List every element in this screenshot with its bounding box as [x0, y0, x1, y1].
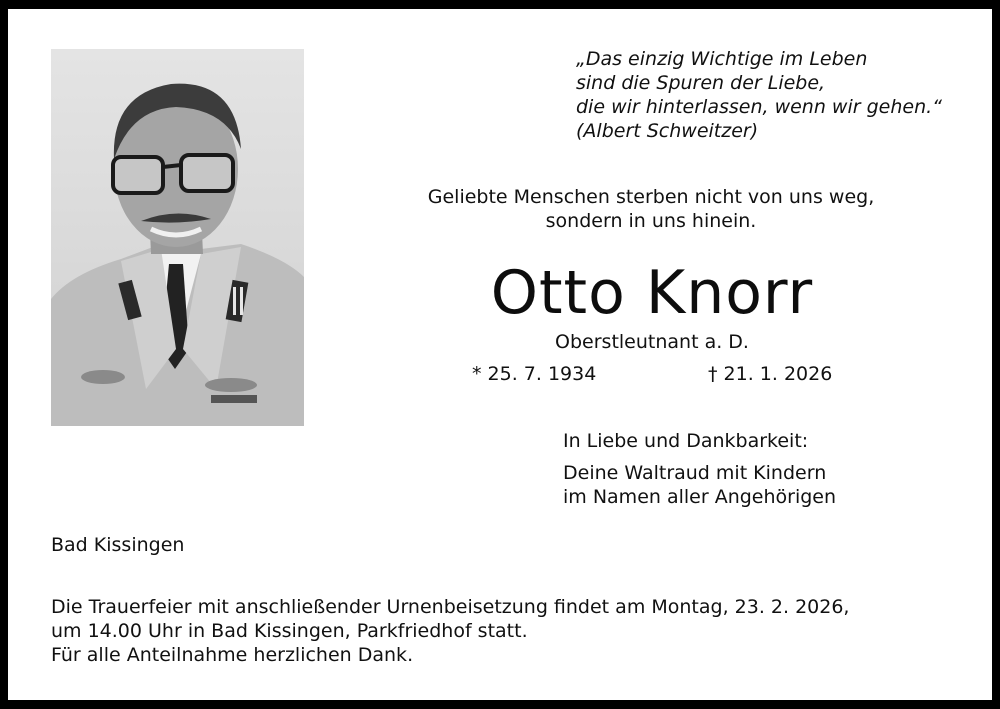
saying-line: Geliebte Menschen sterben nicht von uns weg, [427, 186, 875, 208]
notice-line: Für alle Anteilnahme herzlichen Dank. [51, 644, 414, 666]
quote [576, 47, 942, 143]
mourner-line: Deine Waltraud mit Kindern [563, 462, 827, 484]
portrait-photo [51, 49, 304, 426]
mourners-intro: In Liebe und Dankbarkeit: [563, 430, 809, 452]
death-date: † 21. 1. 2026 [708, 363, 833, 385]
notice-line: um 14.00 Uhr in Bad Kissingen, Parkfriedhof statt. [51, 620, 528, 642]
quote-line: die wir hinterlassen, wenn wir gehen.“ [576, 96, 943, 118]
saying [428, 185, 874, 233]
saying-line: sondern in uns hinein. [545, 210, 757, 232]
mourners [563, 461, 836, 509]
portrait-illustration [51, 49, 304, 426]
deceased-rank: Oberstleutnant a. D. [555, 331, 749, 353]
place: Bad Kissingen [51, 534, 185, 556]
mourner-line: im Namen aller Angehörigen [563, 486, 837, 508]
deceased-name: Otto Knorr [490, 258, 814, 328]
funeral-notice [51, 595, 849, 667]
obituary-notice [8, 9, 992, 700]
quote-author: (Albert Schweitzer) [576, 120, 759, 142]
notice-line: Die Trauerfeier mit anschließender Urnenbeisetzung findet am Montag, 23. 2. 2026, [51, 596, 850, 618]
birth-date: * 25. 7. 1934 [472, 363, 597, 385]
quote-line: „Das einzig Wichtige im Leben [576, 48, 868, 70]
quote-line: sind die Spuren der Liebe, [576, 72, 826, 94]
